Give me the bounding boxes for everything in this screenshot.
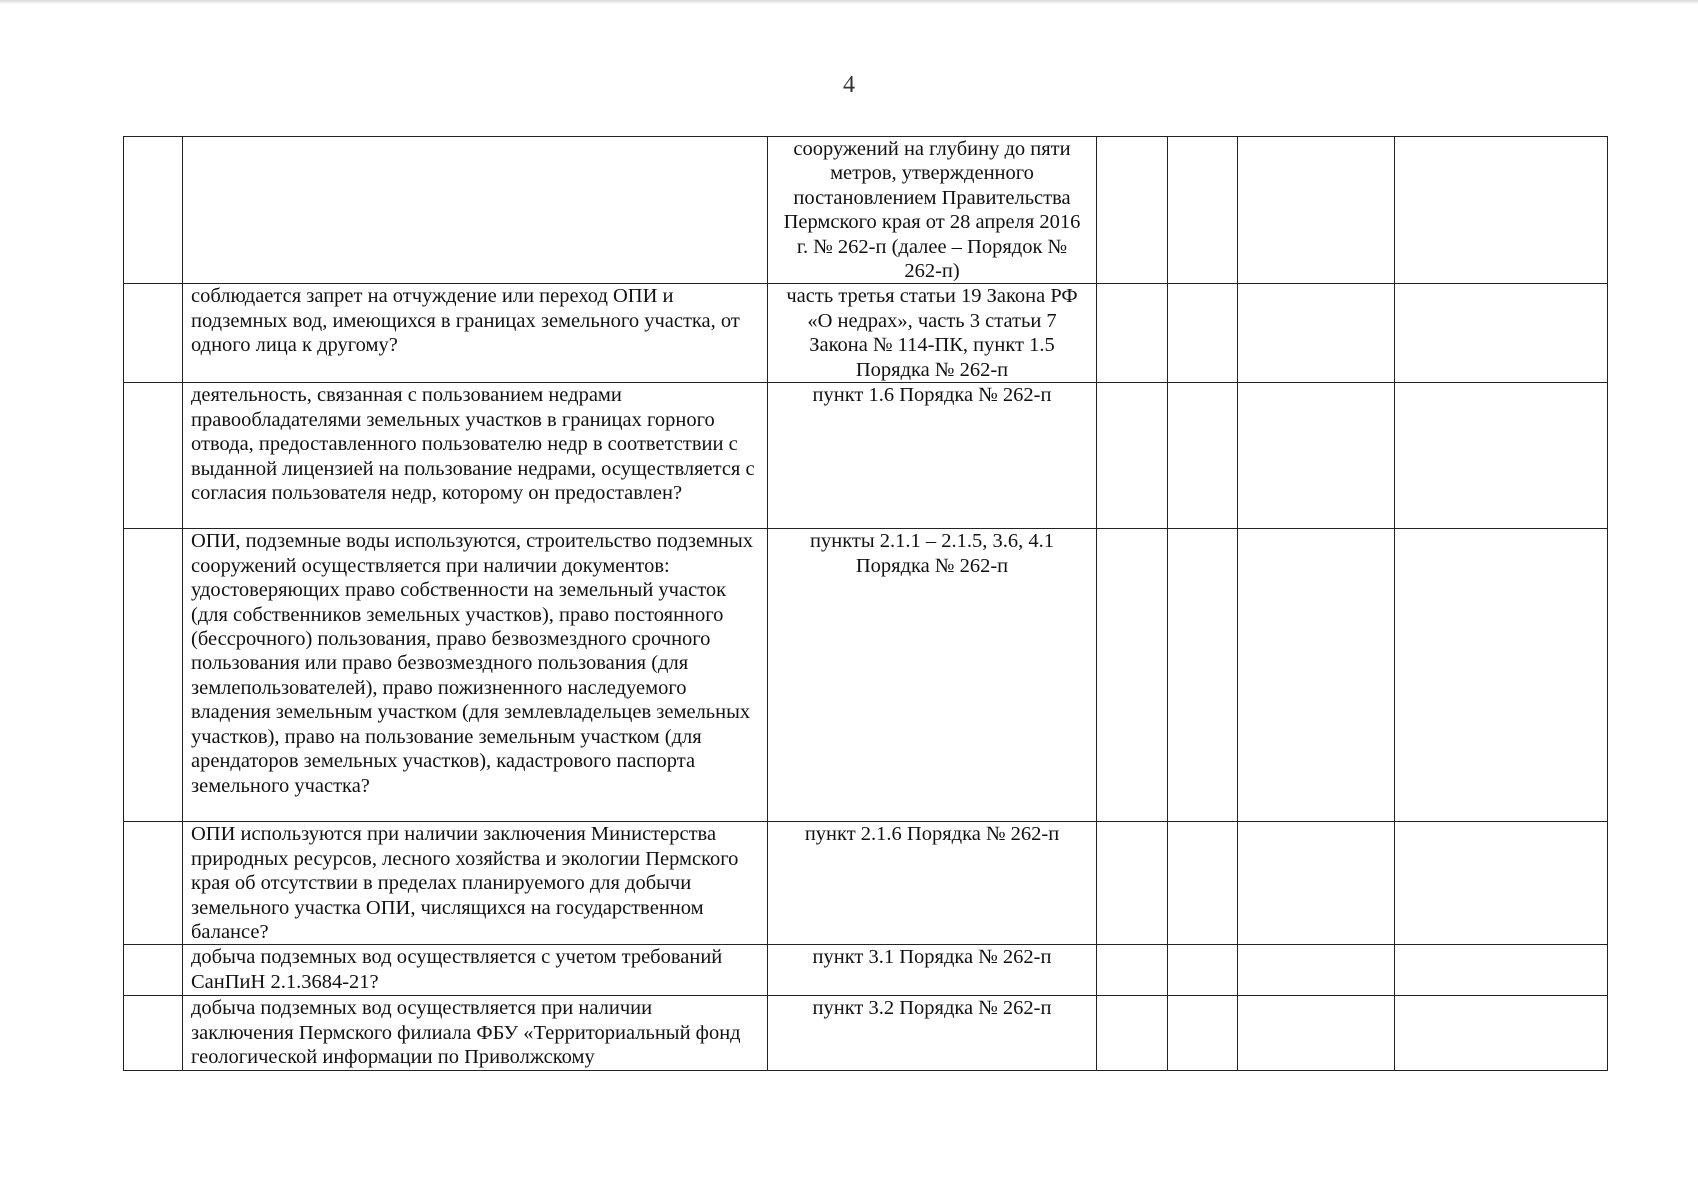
comment-cell	[1395, 284, 1608, 383]
answer-yes-cell	[1097, 284, 1168, 383]
comment-cell	[1395, 137, 1608, 284]
reference-cell: пункт 2.1.6 Порядка № 262-п	[768, 822, 1097, 945]
comment-cell	[1395, 822, 1608, 945]
reference-cell: пункты 2.1.1 – 2.1.5, 3.6, 4.1 Порядка № 262-п	[768, 529, 1097, 822]
answer-na-cell	[1238, 996, 1395, 1070]
question-cell: добыча подземных вод осуществляется при наличии заключения Пермского филиала ФБУ «Территориальный фонд геологической информации по Приволжскому	[183, 996, 768, 1070]
question-cell: ОПИ, подземные воды используются, строительство подземных сооружений осуществляется при наличии документов: удостоверяющих право собственности на земельный участок (для собственников земельных участков), право постоянного (бессрочного) пользования, право безвозмездного срочного пользования или право безвозмездного пользования (для землепользователей), право пожизненного наследуемого владения земельным участком (для землевладельцев земельных участков), право на пользование земельным участком (для арендаторов земельных участков), кадастрового паспорта земельного участка?	[183, 529, 768, 822]
comment-cell	[1395, 945, 1608, 996]
reference-cell: сооружений на глубину до пяти метров, утвержденного постановлением Правительства Пермского края от 28 апреля 2016 г. № 262-п (далее – Порядок № 262-п)	[768, 137, 1097, 284]
question-cell: соблюдается запрет на отчуждение или переход ОПИ и подземных вод, имеющихся в границах земельного участка, от одного лица к другому?	[183, 284, 768, 383]
table-row	[124, 284, 1608, 383]
scan-edge	[0, 0, 1698, 4]
answer-na-cell	[1238, 137, 1395, 284]
answer-yes-cell	[1097, 383, 1168, 529]
reference-cell: пункт 1.6 Порядка № 262-п	[768, 383, 1097, 529]
answer-no-cell	[1168, 383, 1238, 529]
reference-cell: часть третья статьи 19 Закона РФ «О недрах», часть 3 статьи 7 Закона № 114-ПК, пункт 1.5 Порядка № 262-п	[768, 284, 1097, 383]
row-number-cell	[124, 284, 183, 383]
answer-yes-cell	[1097, 945, 1168, 996]
table-row	[124, 996, 1608, 1070]
row-number-cell	[124, 529, 183, 822]
answer-no-cell	[1168, 137, 1238, 284]
reference-cell: пункт 3.1 Порядка № 262-п	[768, 945, 1097, 996]
comment-cell	[1395, 996, 1608, 1070]
answer-na-cell	[1238, 945, 1395, 996]
answer-na-cell	[1238, 822, 1395, 945]
answer-no-cell	[1168, 284, 1238, 383]
answer-na-cell	[1238, 284, 1395, 383]
table-row	[124, 822, 1608, 945]
question-cell: ОПИ используются при наличии заключения Министерства природных ресурсов, лесного хозяйства и экологии Пермского края об отсутствии в пределах планируемого для добычи земельного участка ОПИ, числящихся на государственном балансе?	[183, 822, 768, 945]
row-number-cell	[124, 137, 183, 284]
checklist-table	[123, 136, 1608, 1071]
row-number-cell	[124, 996, 183, 1070]
comment-cell	[1395, 383, 1608, 529]
row-number-cell	[124, 945, 183, 996]
table-row	[124, 137, 1608, 284]
answer-no-cell	[1168, 945, 1238, 996]
answer-yes-cell	[1097, 822, 1168, 945]
answer-no-cell	[1168, 822, 1238, 945]
comment-cell	[1395, 529, 1608, 822]
table-row	[124, 945, 1608, 996]
answer-yes-cell	[1097, 137, 1168, 284]
answer-no-cell	[1168, 996, 1238, 1070]
reference-cell: пункт 3.2 Порядка № 262-п	[768, 996, 1097, 1070]
answer-na-cell	[1238, 383, 1395, 529]
answer-no-cell	[1168, 529, 1238, 822]
question-cell: деятельность, связанная с пользованием недрами правообладателями земельных участков в границах горного отвода, предоставленного пользователю недр в соответствии с выданной лицензией на пользование недрами, осуществляется с согласия пользователя недр, которому он предоставлен?	[183, 383, 768, 529]
row-number-cell	[124, 822, 183, 945]
question-cell: добыча подземных вод осуществляется с учетом требований СанПиН 2.1.3684-21?	[183, 945, 768, 996]
answer-yes-cell	[1097, 529, 1168, 822]
question-cell	[183, 137, 768, 284]
answer-yes-cell	[1097, 996, 1168, 1070]
table-row	[124, 383, 1608, 529]
row-number-cell	[124, 383, 183, 529]
answer-na-cell	[1238, 529, 1395, 822]
page-number: 4	[843, 72, 855, 98]
table-row	[124, 529, 1608, 822]
